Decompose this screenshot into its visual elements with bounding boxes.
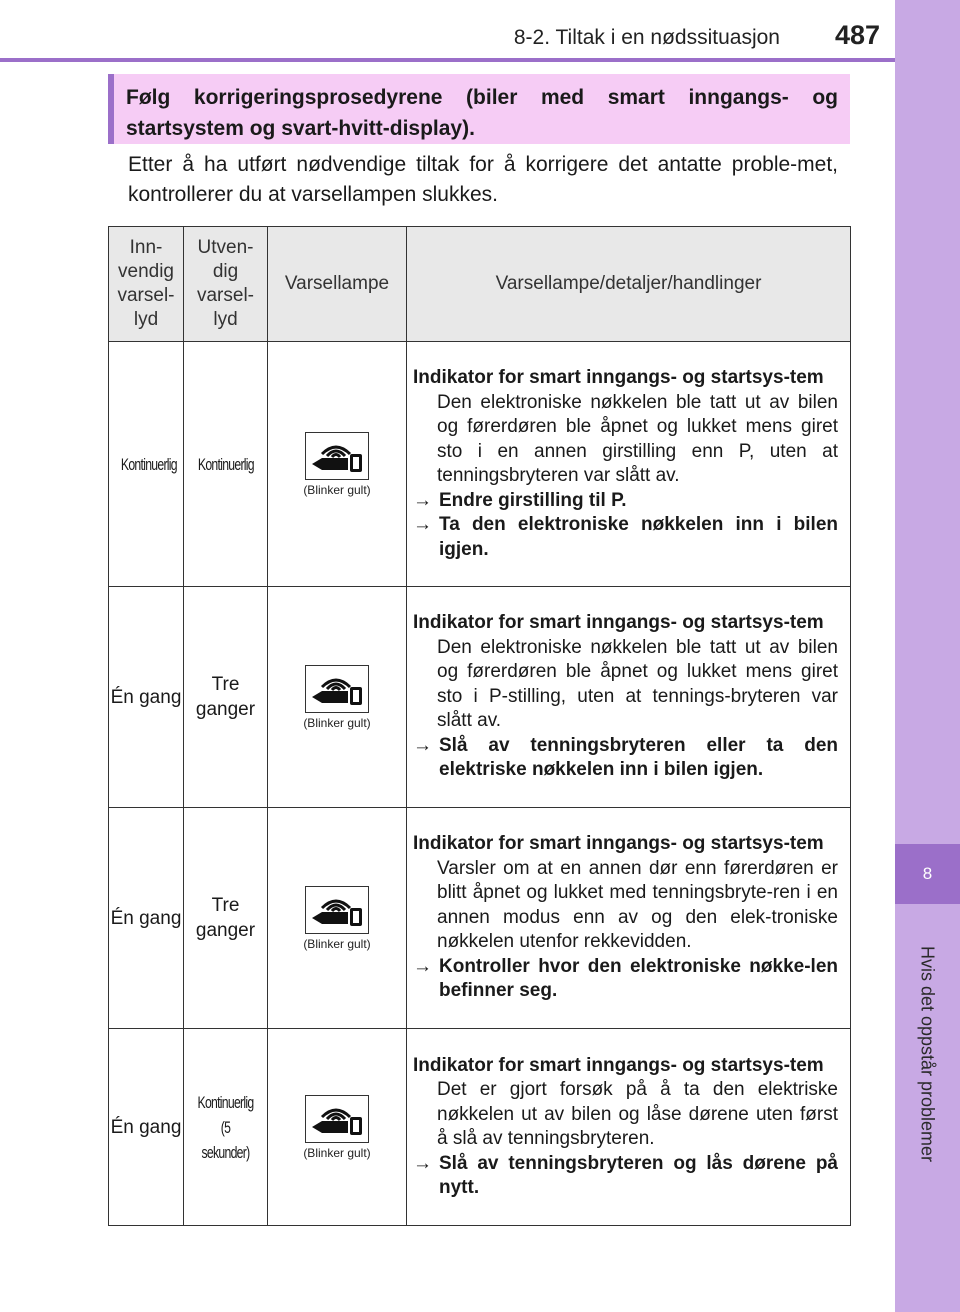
outside-buzzer-cell: Tre ganger [184,808,268,1029]
detail-title: Indikator for smart inngangs- og startsys-tem [413,367,824,388]
arrow-right-icon: → [413,955,432,977]
detail-title: Indikator for smart inngangs- og startsys-tem [413,612,824,634]
chapter-number: 8 [895,844,960,904]
chapter-title: Hvis det oppstår problemer [917,945,938,1163]
details-cell [407,587,851,808]
warning-light-cell [268,587,407,808]
outside-buzzer-cell [184,1029,268,1226]
smart-key-warning-icon [305,886,369,934]
action-text: Endre girstilling til P. [439,489,627,511]
detail-description: Varsler om at en annen dør enn førerdøren er blitt åpnet og lukket med tenningsbryte-ren i en annen modus enn av og den elek-troniske nøkkelen utenfor rekkevidden. [437,857,838,953]
header-inside-buzzer: Inn-vendig varsel-lyd [109,227,184,342]
lamp-note: (Blinker gult) [303,482,371,497]
procedure-heading: Følg korrigeringsprosedyrene (biler med smart inngangs- og startsystem og svart-hvitt-display). [126,86,838,140]
action-text: Slå av tenningsbryteren eller ta den elektriske nøkkelen inn i bilen igjen. [439,734,838,781]
inside-buzzer-cell: Én gang [109,587,184,808]
warning-light-cell [268,808,407,1029]
action-text: Kontroller hvor den elektroniske nøkke-len befinner seg. [439,955,838,1002]
outside-buzzer-value: Kontinuerlig [197,454,254,474]
action-item [413,489,838,514]
header-rule [0,58,895,62]
page-number: 487 [834,20,880,50]
inside-buzzer-cell: Én gang [109,1029,184,1226]
lamp-note: (Blinker gult) [303,936,371,951]
action-item [413,1152,838,1201]
outside-buzzer-value: Kontinuerlig (5 sekunder) [197,1092,254,1162]
warning-light-cell [268,342,407,587]
outside-buzzer-cell [184,342,268,587]
table-row [109,587,851,808]
arrow-right-icon: → [413,514,432,535]
table-row [109,808,851,1029]
arrow-right-icon: → [413,1152,432,1174]
details-cell [407,1029,851,1226]
header-details: Varsellampe/detaljer/handlinger [407,227,851,342]
smart-key-warning-icon [305,1095,369,1143]
action-text: Ta den elektroniske nøkkelen inn i bilen igjen. [439,514,838,560]
outside-buzzer-cell: Tre ganger [184,587,268,808]
inside-buzzer-value: Kontinuerlig [120,454,177,474]
action-item [413,955,838,1004]
detail-title: Indikator for smart inngangs- og startsys-tem [413,1054,824,1076]
smart-key-warning-icon [305,432,369,480]
table-row [109,342,851,587]
header-outside-buzzer: Utven-dig varsel-lyd [184,227,268,342]
detail-description: Den elektroniske nøkkelen ble tatt ut av bilen og førerdøren ble åpnet og lukket mens giret sto i P-stilling, uten at tennings-bryteren var slått av. [437,636,838,732]
warning-table [108,226,851,1226]
inside-buzzer-cell: Én gang [109,808,184,1029]
table-row [109,1029,851,1226]
action-item [413,513,838,562]
detail-description: Det er gjort forsøk på å ta den elektriske nøkkelen ut av bilen og låse dørene uten først å slå av tenningsbryteren. [437,1079,838,1149]
details-cell [407,342,851,587]
lamp-note: (Blinker gult) [303,715,371,730]
table-header-row [109,227,851,342]
lamp-note: (Blinker gult) [303,1145,371,1160]
header-warning-light: Varsellampe [268,227,407,342]
smart-key-warning-icon [305,665,369,713]
section-title: 8-2. Tiltak i en nødssituasjon [513,26,780,49]
action-text: Slå av tenningsbryteren og lås dørene på nytt. [439,1152,838,1198]
procedure-heading-box [108,74,850,144]
details-cell [407,808,851,1029]
arrow-right-icon: → [413,734,432,756]
arrow-right-icon: → [413,489,432,511]
action-item [413,734,838,783]
detail-description: Den elektroniske nøkkelen ble tatt ut av bilen og førerdøren ble åpnet og lukket mens giret sto i en annen girstilling enn P, uten at tenningsbryteren var slått av. [437,391,838,486]
detail-title: Indikator for smart inngangs- og startsys-tem [413,833,824,855]
inside-buzzer-cell [109,342,184,587]
warning-light-cell [268,1029,407,1226]
intro-paragraph: Etter å ha utført nødvendige tiltak for å korrigere det antatte proble-met, kontrollerer du at varsellampen slukkes. [128,153,838,206]
